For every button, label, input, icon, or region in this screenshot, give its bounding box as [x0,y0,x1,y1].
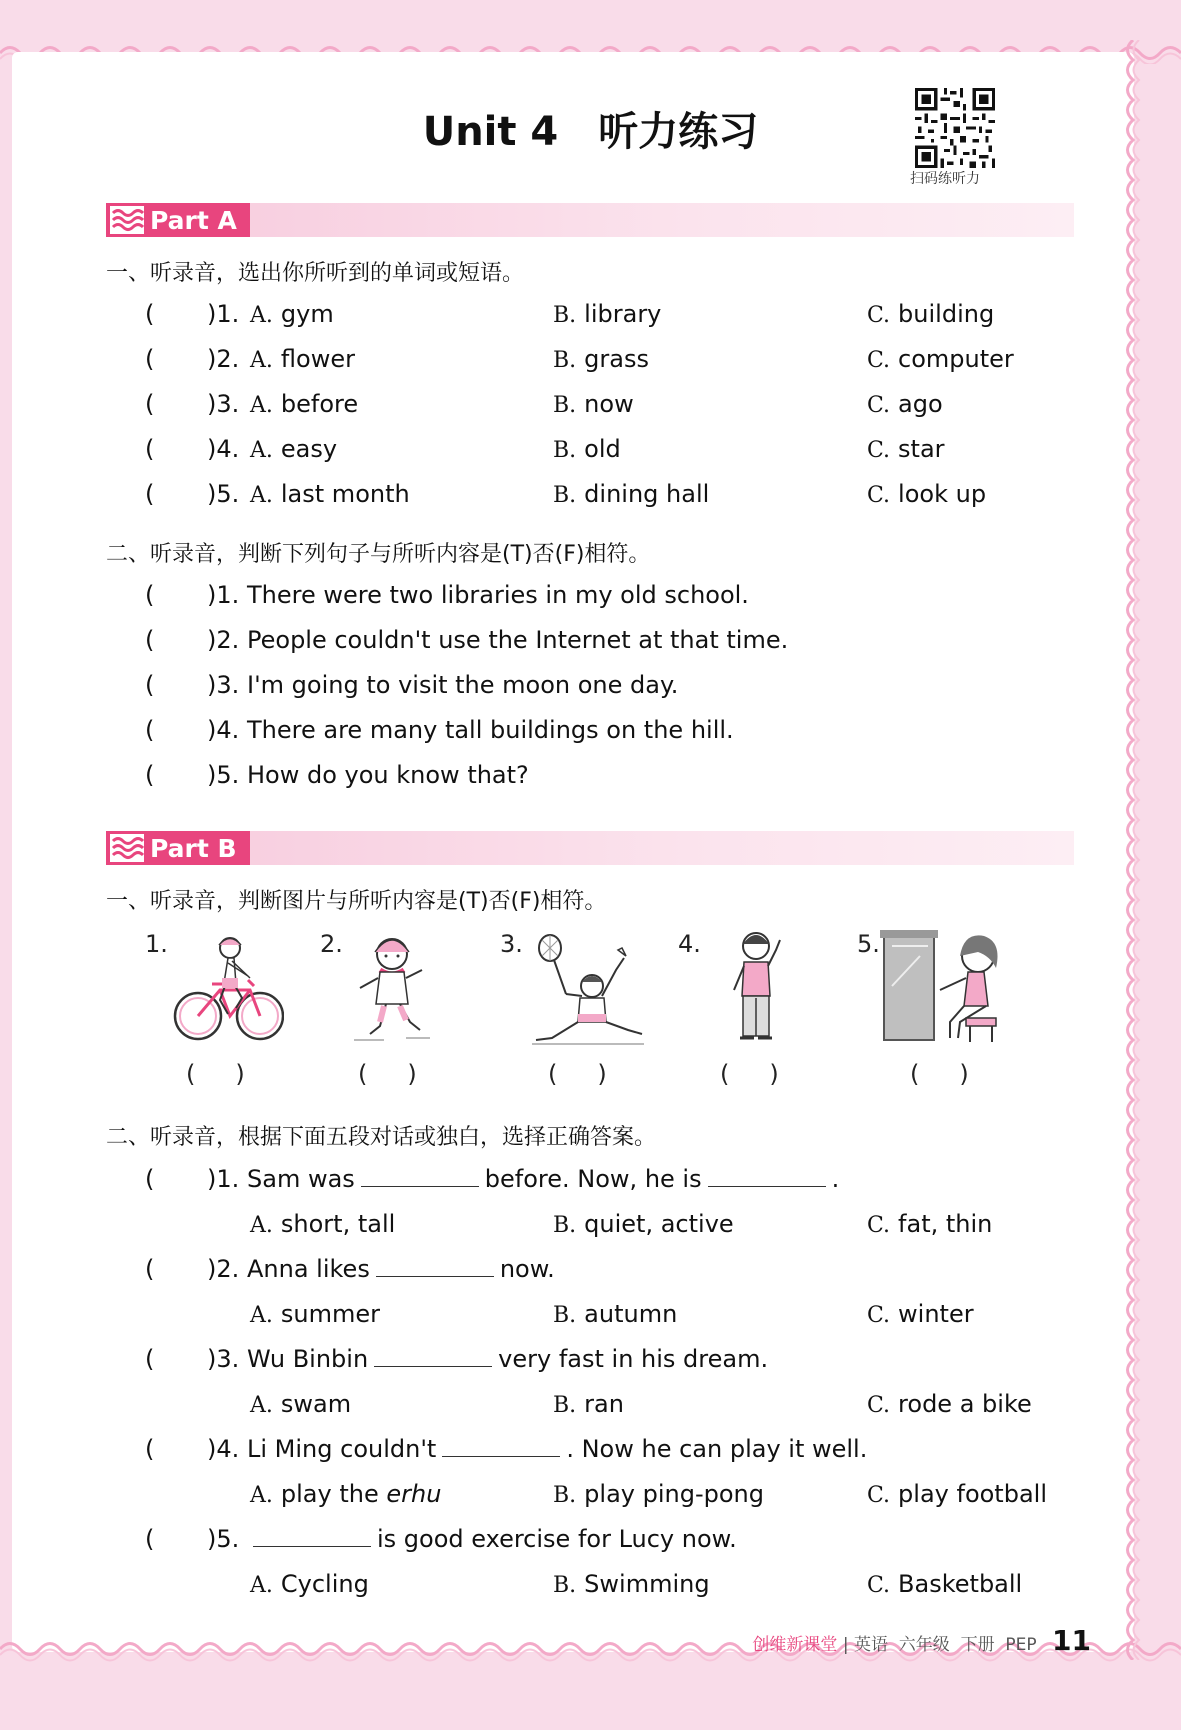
answer-paren-open[interactable]: ( [145,581,155,609]
option-text: old [584,435,621,463]
answer-paren-4[interactable]: ( ) [720,1060,779,1088]
statement-text: People couldn't use the Internet at that time. [247,626,789,654]
option-key: B. [553,1483,577,1508]
option-text: play football [898,1480,1047,1508]
option-c[interactable] [867,1300,974,1328]
option-a[interactable] [250,1390,351,1418]
question-number: )5. [207,761,240,789]
answer-paren-open[interactable]: ( [145,761,155,789]
option-key: B. [553,1393,577,1418]
option-text: play ping-pong [584,1480,764,1508]
sentence-start: Sam was [247,1165,355,1193]
option-text: Cycling [280,1570,369,1598]
title-chinese: 听力练习 [598,109,759,155]
option-a[interactable] [250,390,358,418]
option-key: A. [250,1483,273,1508]
italic-word: erhu [386,1480,442,1508]
picture-number: 4. [678,930,701,958]
option-b[interactable] [553,1570,710,1598]
girl-skating-icon [350,926,434,1046]
option-key: A. [250,348,273,373]
sentence-start: Anna likes [247,1255,370,1283]
sentence-middle: . Now he can play it well. [566,1435,868,1463]
sentence-start: Li Ming couldn't [247,1435,437,1463]
option-text: star [898,435,945,463]
question-number: )4. [207,435,240,463]
part-b-section-2-heading: 二、听录音，根据下面五段对话或独白，选择正确答案。 [106,1125,657,1150]
option-text: flower [280,345,355,373]
option-text: ran [584,1390,624,1418]
sentence-middle: very fast in his dream. [498,1345,769,1373]
option-text: look up [898,480,987,508]
option-a[interactable] [250,480,410,508]
option-key: C. [867,1213,891,1238]
answer-paren-1[interactable]: ( ) [186,1060,245,1088]
part-a-tag [106,203,250,237]
girl-cycling-icon [172,928,284,1044]
option-b[interactable] [553,1390,624,1418]
option-key: B. [553,1573,577,1598]
sentence-start: Wu Binbin [247,1345,369,1373]
option-key: C. [867,1483,891,1508]
option-text: ago [898,390,943,418]
question-number: )1. [207,1165,240,1193]
question-number: )5. [207,480,240,508]
part-b-header [106,831,1074,865]
qr-code-icon[interactable] [915,88,995,168]
option-a[interactable] [250,1570,369,1598]
option-text: short, tall [280,1210,396,1238]
option-b[interactable] [553,390,634,418]
option-text: autumn [584,1300,678,1328]
option-key: C. [867,1573,891,1598]
sentence-end: . [831,1165,840,1193]
part-a-header [106,203,1074,237]
option-c[interactable] [867,1480,1047,1508]
option-key: A. [250,1213,273,1238]
answer-paren-open[interactable]: ( [145,390,155,418]
question-number: )4. [207,1435,240,1463]
option-key: A. [250,393,273,418]
answer-paren-5[interactable]: ( ) [910,1060,969,1088]
option-text: rode a bike [898,1390,1032,1418]
right-wave-border [1118,40,1148,1660]
option-text: building [898,300,995,328]
option-b[interactable] [553,345,649,373]
footer-separator: | [842,1635,849,1655]
option-text: play the erhu [280,1480,442,1508]
option-a[interactable] [250,1480,441,1508]
option-key: A. [250,1393,273,1418]
option-key: B. [553,1213,577,1238]
option-c[interactable] [867,1210,992,1238]
option-key: B. [553,393,577,418]
option-text: winter [898,1300,974,1328]
question-sentence [247,1165,839,1193]
answer-paren-open[interactable]: ( [145,1435,155,1463]
statement-text: How do you know that? [247,761,529,789]
picture-number: 5. [857,930,880,958]
option-key: C. [867,1393,891,1418]
option-key: A. [250,1303,273,1328]
option-text: quiet, active [584,1210,734,1238]
option-text: before [280,390,359,418]
option-a[interactable] [250,345,355,373]
answer-paren-open[interactable]: ( [145,345,155,373]
option-text: Basketball [898,1570,1023,1598]
answer-paren-open[interactable]: ( [145,480,155,508]
option-c[interactable] [867,480,986,508]
option-key: A. [250,303,273,328]
wave-icon [110,206,144,234]
option-text: now [584,390,634,418]
picture-number: 1. [145,930,168,958]
footer-info: 英语 六年级 下册 PEP [853,1635,1037,1655]
question-number: )2. [207,1255,240,1283]
option-text: dining hall [584,480,710,508]
statement-text: There are many tall buildings on the hill. [247,716,734,744]
option-key: B. [553,348,577,373]
question-number: )1. [207,581,240,609]
option-text: gym [280,300,334,328]
option-key: C. [867,438,891,463]
picture-number: 3. [500,930,523,958]
boy-badminton-icon [532,930,644,1046]
answer-blank[interactable] [376,1256,494,1277]
option-key: C. [867,483,891,508]
answer-blank[interactable] [442,1436,560,1457]
option-text: swam [280,1390,352,1418]
answer-paren-2[interactable]: ( ) [358,1060,417,1088]
answer-paren-open[interactable]: ( [145,1165,155,1193]
part-b-section-1-heading: 一、听录音，判断图片与所听内容是(T)否(F)相符。 [106,889,607,914]
page-footer [752,1624,1091,1657]
question-number: )3. [207,390,240,418]
question-sentence [247,1345,768,1373]
option-key: A. [250,1573,273,1598]
qr-label: 扫码练听力 [910,171,980,187]
footer-brand: 创维新课堂 [752,1635,838,1655]
answer-paren-3[interactable]: ( ) [548,1060,607,1088]
title-unit: Unit 4 [422,109,559,155]
option-text: summer [280,1300,380,1328]
answer-paren-open[interactable]: ( [145,716,155,744]
answer-paren-open[interactable]: ( [145,626,155,654]
option-text: last month [280,480,410,508]
option-key: C. [867,348,891,373]
option-text: easy [280,435,338,463]
sentence-middle: before. Now, he is [484,1165,702,1193]
option-key: B. [553,1303,577,1328]
question-number: )1. [207,300,240,328]
answer-blank[interactable] [253,1526,371,1547]
question-number: )2. [207,626,240,654]
answer-paren-open[interactable]: ( [145,1525,155,1553]
question-sentence [247,1525,737,1553]
option-a[interactable] [250,300,334,328]
sentence-middle: is good exercise for Lucy now. [377,1525,737,1553]
question-sentence [247,1435,867,1463]
option-c[interactable] [867,435,945,463]
girl-piano-icon [880,926,1004,1048]
option-c[interactable] [867,390,943,418]
option-text: library [584,300,662,328]
statement-text: I'm going to visit the moon one day. [247,671,679,699]
question-number: )4. [207,716,240,744]
statement-text: There were two libraries in my old school. [247,581,749,609]
option-b[interactable] [553,480,709,508]
option-b[interactable] [553,1300,677,1328]
answer-paren-open[interactable]: ( [145,1255,155,1283]
page-title [0,100,1181,157]
part-a-section-1-heading: 一、听录音，选出你所听到的单词或短语。 [106,261,525,286]
answer-blank[interactable] [361,1166,479,1187]
part-b-label: Part B [150,833,237,863]
answer-blank[interactable] [708,1166,826,1187]
option-key: C. [867,393,891,418]
question-sentence [247,1255,555,1283]
option-text: Swimming [584,1570,710,1598]
option-key: B. [553,438,577,463]
option-c[interactable] [867,345,1014,373]
option-b[interactable] [553,435,621,463]
answer-paren-open[interactable]: ( [145,435,155,463]
option-key: C. [867,1303,891,1328]
option-b[interactable] [553,300,661,328]
option-c[interactable] [867,1570,1022,1598]
part-a-label: Part A [150,205,237,235]
question-number: )5. [207,1525,240,1553]
page-number: 11 [1052,1624,1091,1657]
option-key: A. [250,483,273,508]
answer-paren-open[interactable]: ( [145,300,155,328]
boy-standing-icon [726,926,790,1048]
option-key: C. [867,303,891,328]
sentence-middle: now. [499,1255,555,1283]
part-b-tag [106,831,250,865]
option-key: B. [553,303,577,328]
wave-icon [110,834,144,862]
option-a[interactable] [250,435,337,463]
option-text: computer [898,345,1014,373]
option-text: fat, thin [898,1210,993,1238]
question-number: )2. [207,345,240,373]
option-text: grass [584,345,649,373]
part-a-section-2-heading: 二、听录音，判断下列句子与所听内容是(T)否(F)相符。 [106,542,651,567]
question-number: )3. [207,671,240,699]
option-c[interactable] [867,1390,1032,1418]
option-b[interactable] [553,1210,734,1238]
option-a[interactable] [250,1210,395,1238]
picture-number: 2. [320,930,343,958]
answer-paren-open[interactable]: ( [145,671,155,699]
answer-blank[interactable] [374,1346,492,1367]
answer-paren-open[interactable]: ( [145,1345,155,1373]
option-key: A. [250,438,273,463]
option-c[interactable] [867,300,994,328]
option-b[interactable] [553,1480,764,1508]
option-a[interactable] [250,1300,380,1328]
question-number: )3. [207,1345,240,1373]
option-key: B. [553,483,577,508]
